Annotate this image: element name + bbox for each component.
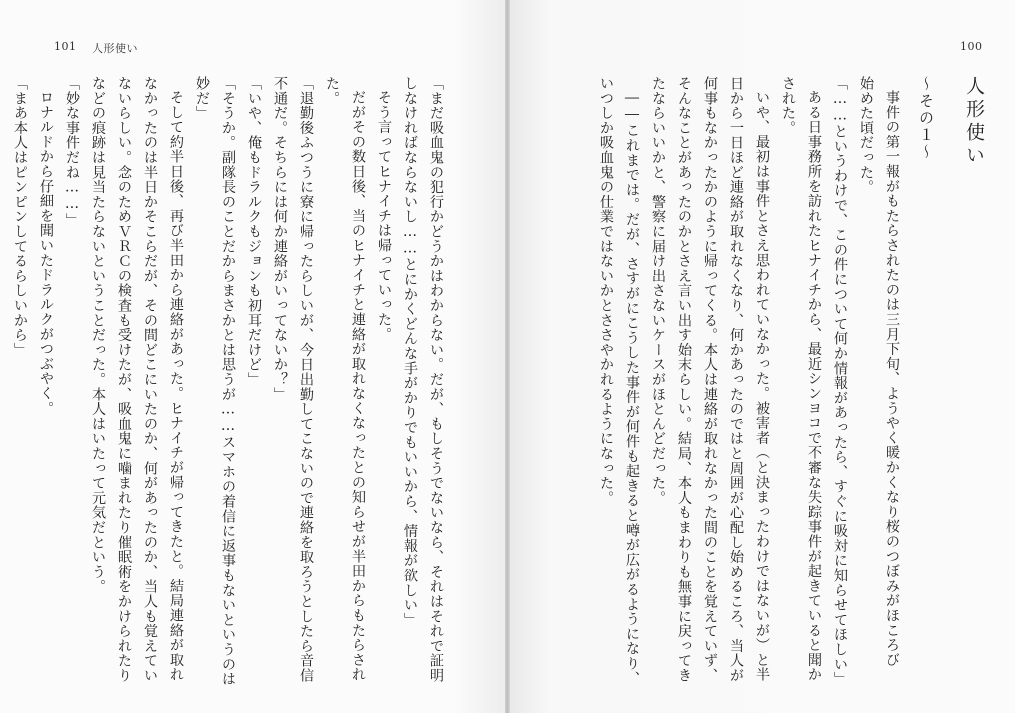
chapter-heading: 〜その１〜 — [917, 76, 935, 161]
text-line: 何事もなかったかのように帰ってくる。本人は連絡が取れなかった間のことを覚えていず、 — [702, 76, 718, 683]
text-line: いや、最初は事件とさえ思われていなかった。被害者（と決まったわけではないが）と半 — [754, 90, 770, 683]
text-line: 「……というわけで、この件について何か情報があったら、すぐに吸対に知らせてほしい」 — [832, 76, 848, 687]
running-title: 人形使い — [92, 42, 138, 55]
text-line: そして約半日後、再び半田から連絡があった。ヒナイチが帰ってきたと。結局連絡が取れ — [168, 90, 184, 683]
text-line: ――これまでは。だが、さすがにこうした事件が何件も起きると噂が広がるようになり、 — [624, 90, 640, 686]
text-line: ロナルドから仔細を聞いたドラルクがつぶやく。 — [38, 90, 54, 416]
text-line: 「いや、俺もドラルクもジョンも初耳だけど」 — [246, 76, 262, 387]
text-line: などの痕跡は見当たらないということだった。本人はいたって元気だという。 — [90, 76, 106, 594]
text-line: そう言ってヒナイチは帰っていった。 — [376, 90, 392, 342]
text-line: ないらしい。念のためＶＲＣの検査も受けたが、吸血鬼に噛まれたり催眠術をかけられたり — [116, 76, 132, 683]
text-line: しなければならないし……とにかくどんな手がかりでもいいから、情報が欲しい」 — [402, 76, 418, 628]
left-page-text — [7, 76, 449, 686]
text-line: 始めた頃だった。 — [858, 76, 874, 195]
text-line: なかったのは半日かそこらだが、その間どこにいたのか、何があったのか、当人も覚えてい — [142, 76, 158, 683]
text-line: 「妙な事件だね……」 — [64, 76, 80, 228]
text-line: ある日事務所を訪れたヒナイチから、最近シンヨコで不審な失踪事件が起きていると聞か — [806, 90, 822, 683]
right-page-text — [593, 76, 987, 696]
text-line: たならいいかと、警察に届け出さないケースがほとんどだった。 — [650, 76, 666, 506]
right-page — [510, 0, 1015, 713]
text-line: 妙だ」 — [194, 76, 210, 121]
page-number-left: 101 — [54, 40, 77, 53]
text-line: 不通だ。そちらには何か連絡がいってないか？」 — [272, 76, 288, 402]
text-line: た。 — [324, 76, 340, 106]
text-line: 日から一日ほど連絡が取れなくなり、何かあったのではと周囲が心配し始めるころ、当人が — [728, 76, 744, 683]
text-line: 「まあ本人はピンピンしてるらしいから」 — [12, 76, 28, 358]
text-line: だがその数日後、当のヒナイチと連絡が取れなくなったとの知らせが半田からもたらされ — [350, 90, 366, 683]
text-line: そんなことがあったのかとさえ言い出す始末らしい。結局、本人もまわりも無事に戻ってき — [676, 76, 692, 683]
text-line: 「そうか。副隊長のことだからまさかとは思うが……スマホの着信に返事もないというのは — [220, 76, 236, 687]
text-line: 事件の第一報がもたらされたのは三月下旬、ようやく暖かくなり桜のつぼみがほころび — [884, 90, 900, 668]
text-line: 「まだ吸血鬼の犯行かどうかはわからない。だが、もしそうでないなら、それはそれで証明 — [428, 76, 444, 683]
left-page — [0, 0, 505, 713]
text-line: いつしか吸血鬼の仕業ではないかとささやかれるようになった。 — [598, 76, 614, 506]
page-number-right: 100 — [960, 40, 983, 53]
text-line: された。 — [780, 76, 796, 136]
story-title: 人形使い — [963, 76, 985, 168]
text-line: 「退勤後ふつうに寮に帰ったらしいが、今日出勤してこないので連絡を取ろうとしたら音信 — [298, 76, 314, 683]
